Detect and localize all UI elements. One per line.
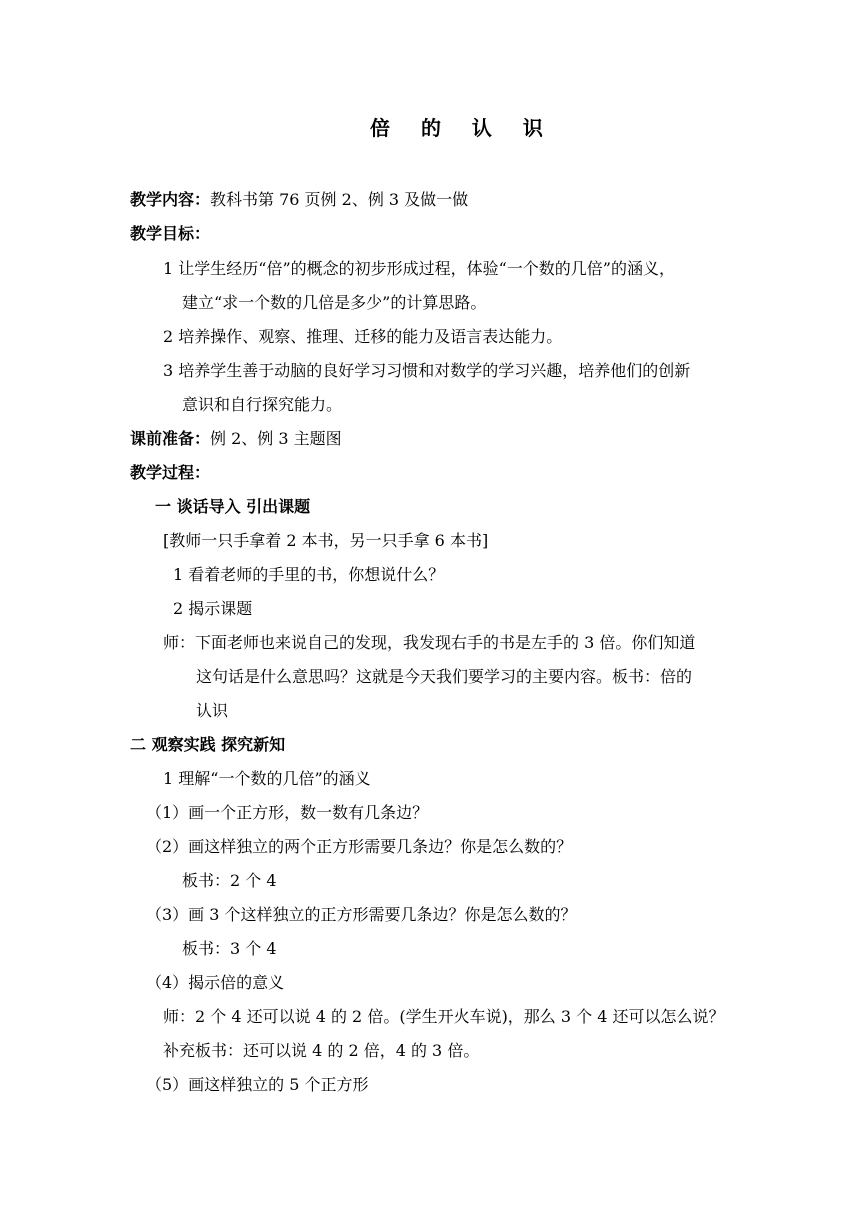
preparation [130,429,342,449]
question-2: （2）画这样独立的两个正方形需要几条边？你是怎么数的？ [146,837,573,856]
board-note-3: 补充板书：还可以说 4 的 2 倍，4 的 3 倍。 [163,1041,480,1060]
doc-title: 倍 的 认 识 [370,116,555,140]
teaching-content-label: 教学内容： [130,190,211,209]
teacher-speech-2: 师：2 个 4 还可以说 4 的 2 倍。(学生开火车说)，那么 3 个 4 还可以怎么说？ [163,1007,725,1026]
teaching-content [130,190,468,210]
goal-2: 2 培养操作、观察、推理、迁移的能力及语言表达能力。 [163,327,563,346]
goal-1-line-1: 1 让学生经历“倍”的概念的初步形成过程，体验“一个数的几倍”的涵义， [163,259,675,278]
teacher-speech-1-line-3: 认识 [196,701,229,720]
question-5: （5）画这样独立的 5 个正方形 [146,1075,369,1094]
teacher-speech-1-line-1: 师：下面老师也来说自己的发现，我发现右手的书是左手的 3 倍。你们知道 [163,633,696,652]
section-2-heading: 二 观察实践 探究新知 [130,735,286,754]
teaching-content-text: 教科书第 76 页例 2、例 3 及做一做 [210,190,469,209]
section-1-step-1: 1 看着老师的手里的书，你想说什么？ [173,565,445,584]
teaching-process-label: 教学过程： [130,463,211,482]
question-3: （3）画 3 个这样独立的正方形需要几条边？你是怎么数的？ [146,905,577,924]
section-1-heading: 一 谈话导入 引出课题 [155,497,311,516]
goal-3-line-1: 3 培养学生善于动脑的良好学习习惯和对数学的学习兴趣，培养他们的创新 [163,361,691,380]
section-1-step-2: 2 揭示课题 [173,599,253,618]
section-1-note: [教师一只手拿着 2 本书，另一只手拿 6 本书] [163,531,489,550]
goal-3-line-2: 意识和自行探究能力。 [182,395,343,414]
question-1: （1）画一个正方形，数一数有几条边？ [146,803,429,822]
preparation-text: 例 2、例 3 主题图 [210,429,342,448]
question-4: （4）揭示倍的意义 [146,973,285,992]
teacher-speech-1-line-2: 这句话是什么意思吗？这就是今天我们要学习的主要内容。板书：倍的 [196,667,693,686]
teaching-goals-label: 教学目标： [130,224,211,243]
section-2-step-1: 1 理解“一个数的几倍”的涵义 [163,769,371,788]
goal-1-line-2: 建立“求一个数的几倍是多少”的计算思路。 [182,293,487,312]
board-note-1: 板书：2 个 4 [182,871,277,890]
board-note-2: 板书：3 个 4 [182,939,277,958]
preparation-label: 课前准备： [130,429,211,448]
